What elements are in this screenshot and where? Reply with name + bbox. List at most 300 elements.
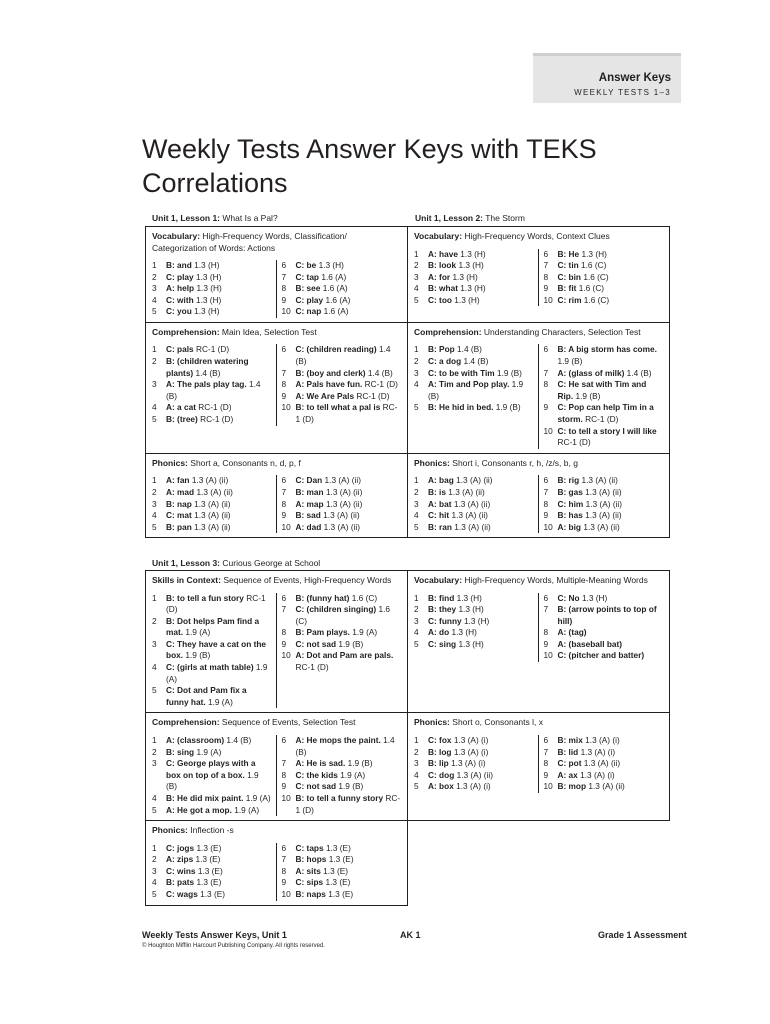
answer-item <box>152 889 272 901</box>
section-l3-skills <box>146 571 407 712</box>
item-number: 10 <box>281 402 291 413</box>
teks-correlation: 1.4 (B) <box>626 367 652 378</box>
teks-correlation: 1.3 (A) (i) <box>580 746 616 757</box>
item-number: 3 <box>152 498 157 509</box>
item-answer <box>166 735 251 747</box>
answer-keys-tab <box>533 53 681 103</box>
item-number: 10 <box>281 792 291 803</box>
item-answer <box>558 627 587 639</box>
answer-text: C: not sad <box>295 781 337 792</box>
item-number: 6 <box>543 592 549 603</box>
item-number: 2 <box>152 271 157 282</box>
item-answer <box>166 866 223 878</box>
teks-correlation: 1.9 (B) <box>347 758 373 769</box>
answer-text: C: to tell a story I will like <box>557 425 657 436</box>
answer-item <box>414 295 534 307</box>
lesson-1-label: Unit 1, Lesson 1: <box>152 213 221 223</box>
answer-text: A: (glass of milk) <box>557 367 625 378</box>
item-number: 4 <box>152 877 157 888</box>
teks-correlation: 1.6 (C) <box>583 271 609 282</box>
teks-correlation: RC-1 (D) <box>295 662 329 673</box>
answer-text: C: with <box>166 294 194 305</box>
item-answer <box>166 475 228 487</box>
item-answer <box>296 843 351 855</box>
item-answer <box>558 522 620 534</box>
teks-correlation: 1.3 (A) (ii) <box>583 758 621 769</box>
item-answer <box>166 522 231 534</box>
answer-item <box>152 639 272 662</box>
answer-item <box>414 770 534 782</box>
answer-text: A: The pals play tag. <box>166 379 247 390</box>
item-answer <box>166 379 272 402</box>
teks-correlation: 1.3 (E) <box>200 888 226 899</box>
answer-text: A: bat <box>428 498 452 509</box>
answer-text: A: Pals have fun. <box>295 379 363 390</box>
item-number: 5 <box>414 781 419 792</box>
answer-text: A: have <box>428 248 458 259</box>
answer-text: C: nap <box>295 306 322 317</box>
section-cell <box>146 571 408 713</box>
answer-item <box>152 877 272 889</box>
item-answer <box>428 344 482 356</box>
teks-correlation: 1.3 (H) <box>463 615 490 626</box>
item-answer <box>428 260 484 272</box>
answer-item <box>282 627 402 639</box>
item-number: 1 <box>414 344 419 355</box>
item-number: 6 <box>281 734 287 745</box>
answer-text: C: fox <box>428 734 452 745</box>
item-answer <box>558 499 623 511</box>
answer-text: A: (tag) <box>557 627 587 638</box>
section-description: Short a, Consonants n, d, p, f <box>190 457 301 468</box>
answer-text: B: sing <box>166 746 195 757</box>
section-heading <box>152 327 401 339</box>
answer-text: B: Dot helps Pam find a mat. <box>166 615 260 638</box>
item-number: 1 <box>414 734 419 745</box>
answer-item <box>544 283 664 295</box>
item-number: 4 <box>152 510 157 521</box>
answer-item <box>152 283 272 295</box>
teks-correlation: 1.3 (A) (ii) <box>585 510 622 521</box>
answer-item <box>544 426 664 449</box>
answer-item <box>414 747 534 759</box>
teks-correlation: 1.9 (A) <box>166 662 268 684</box>
item-number: 7 <box>281 367 287 378</box>
teks-correlation: 1.3 (H) <box>454 294 480 305</box>
item-answer <box>428 604 484 616</box>
answer-text: A: do <box>428 627 450 638</box>
item-answer <box>558 758 621 770</box>
section-cell <box>408 713 670 821</box>
teks-correlation: 1.3 (E) <box>196 842 222 853</box>
teks-correlation: RC-1 (D) <box>295 402 398 425</box>
item-answer <box>296 758 373 770</box>
teks-correlation: 1.3 (A) (ii) <box>583 521 620 532</box>
item-number: 3 <box>152 379 157 390</box>
section-label: Phonics: <box>152 825 188 836</box>
answer-column-right <box>539 475 664 533</box>
answer-text: C: He sat with Tim and Rip. <box>557 379 647 401</box>
answer-item <box>152 306 272 318</box>
answer-column-left <box>152 843 277 901</box>
answer-column-left <box>414 249 539 307</box>
answer-text: B: naps <box>295 888 326 899</box>
section-heading <box>152 231 401 254</box>
section-description: Main Idea, Selection Test <box>221 326 317 337</box>
item-answer <box>428 283 486 295</box>
empty-cell <box>408 821 670 905</box>
item-answer <box>296 522 361 534</box>
answer-item <box>152 747 272 759</box>
item-answer <box>166 260 219 272</box>
section-description: Short o, Consonants l, x <box>452 717 543 728</box>
answer-keys-label: Answer Keys <box>598 72 671 84</box>
item-answer <box>166 272 221 284</box>
answer-text: C: sing <box>428 638 457 649</box>
answer-text: B: lip <box>428 758 449 769</box>
answer-text: B: mix <box>557 734 583 745</box>
teks-correlation: 1.6 (C) <box>581 260 607 271</box>
item-number: 2 <box>152 746 157 757</box>
item-answer <box>428 499 490 511</box>
answer-item <box>414 758 534 770</box>
answer-item <box>414 249 534 261</box>
answer-item <box>414 260 534 272</box>
answer-item <box>544 379 664 402</box>
item-answer <box>296 854 354 866</box>
teks-correlation: 1.3 (H) <box>458 260 484 271</box>
teks-correlation: 1.3 (A) (ii) <box>456 475 493 486</box>
teks-correlation: 1.9 (A) <box>185 627 211 638</box>
item-number: 7 <box>543 746 549 757</box>
answer-column-right <box>539 249 664 307</box>
section-l2-vocab <box>408 227 669 310</box>
answer-text: C: hit <box>428 510 450 521</box>
section-l1-phon <box>146 454 407 537</box>
answer-item <box>414 272 534 284</box>
item-number: 3 <box>152 758 157 769</box>
section-l2-comp <box>408 323 669 453</box>
answer-item <box>544 747 664 759</box>
item-number: 3 <box>414 615 419 626</box>
section-heading <box>414 458 663 470</box>
item-answer <box>558 379 664 402</box>
answer-text: C: you <box>166 306 192 317</box>
item-answer <box>296 510 360 522</box>
item-answer <box>166 854 220 866</box>
item-answer <box>166 283 222 295</box>
item-answer <box>296 260 344 272</box>
item-number: 2 <box>414 604 419 615</box>
item-number: 2 <box>152 356 157 367</box>
item-number: 1 <box>152 344 157 355</box>
teks-correlation: 1.3 (E) <box>325 877 351 888</box>
answer-item <box>152 402 272 414</box>
answer-item <box>282 758 402 770</box>
teks-correlation: 1.3 (A) (ii) <box>454 521 491 532</box>
section-label: Vocabulary: <box>152 231 201 241</box>
answer-item <box>152 805 272 817</box>
item-number: 5 <box>152 521 157 532</box>
teks-correlation: 1.3 (A) (ii) <box>325 486 363 497</box>
answer-columns <box>414 344 663 448</box>
teks-correlation: 1.4 (B) <box>295 734 395 757</box>
teks-correlation: 1.3 (A) (ii) <box>451 510 488 521</box>
teks-correlation: 1.3 (H) <box>451 627 477 638</box>
item-answer <box>166 306 219 318</box>
teks-correlation: 1.3 (H) <box>194 260 220 270</box>
answer-item <box>152 475 272 487</box>
item-answer <box>558 249 607 261</box>
section-heading <box>414 717 663 729</box>
item-answer <box>166 593 272 616</box>
answer-columns <box>152 260 401 318</box>
item-number: 4 <box>414 510 419 521</box>
answer-text: C: to be with Tim <box>428 367 495 378</box>
footer-page-number: AK 1 <box>400 930 421 940</box>
answer-text: A: He is sad. <box>295 758 346 769</box>
answer-item <box>282 306 402 318</box>
section-label: Phonics: <box>414 457 450 468</box>
section-cell <box>408 453 670 537</box>
section-l3-phon-o <box>408 713 669 796</box>
item-number: 6 <box>281 260 287 270</box>
answer-item <box>414 344 534 356</box>
answer-text: C: funny <box>428 615 462 626</box>
answer-text: A: (classroom) <box>166 734 225 745</box>
item-number: 3 <box>414 367 419 378</box>
item-answer <box>166 487 233 499</box>
answer-item <box>414 627 534 639</box>
item-number: 10 <box>543 650 553 661</box>
teks-correlation: 1.9 (B) <box>557 356 583 367</box>
answer-text: C: be <box>295 260 317 270</box>
teks-correlation: 1.6 (C) <box>351 592 378 603</box>
item-answer <box>428 747 488 759</box>
answer-item <box>282 854 402 866</box>
answer-item <box>544 735 664 747</box>
teks-correlation: 1.4 (B) <box>457 344 482 355</box>
answer-column-left <box>152 593 277 709</box>
teks-correlation: 1.6 (A) <box>322 283 348 294</box>
item-number: 2 <box>152 486 157 497</box>
item-answer <box>558 747 616 759</box>
answer-item <box>282 283 402 295</box>
answer-text: A: We Are Pals <box>295 390 355 401</box>
item-answer <box>296 639 364 651</box>
answer-text: A: for <box>428 271 451 282</box>
teks-correlation: 1.3 (H) <box>194 306 220 317</box>
teks-correlation: 1.3 (A) (i) <box>451 758 486 769</box>
teks-correlation: 1.9 (B) <box>428 379 524 401</box>
item-answer <box>296 793 402 816</box>
answer-column-right <box>277 593 402 709</box>
section-heading <box>414 575 663 587</box>
answer-item <box>152 522 272 534</box>
item-number: 7 <box>543 260 549 271</box>
answer-text: B: has <box>557 510 583 521</box>
item-number: 1 <box>152 734 157 745</box>
item-answer <box>428 379 534 402</box>
answer-columns <box>152 593 401 709</box>
item-number: 1 <box>152 475 157 486</box>
item-answer <box>558 593 608 605</box>
item-number: 9 <box>281 510 287 521</box>
item-answer <box>428 356 488 368</box>
answer-text: A: map <box>295 498 324 509</box>
answer-item <box>414 510 534 522</box>
answer-item <box>152 685 272 708</box>
item-number: 7 <box>281 604 287 615</box>
item-number: 6 <box>543 344 549 355</box>
teks-correlation: 1.3 (H) <box>581 248 607 259</box>
answer-item <box>152 414 272 426</box>
answer-column-right <box>277 843 402 901</box>
item-number: 8 <box>281 769 287 780</box>
answer-text: C: him <box>557 498 584 509</box>
answer-item <box>414 781 534 793</box>
answer-item <box>414 499 534 511</box>
answer-text: A: fan <box>166 475 190 486</box>
answer-item <box>282 475 402 487</box>
item-number: 9 <box>281 877 287 888</box>
item-number: 9 <box>281 781 287 792</box>
page-title: Weekly Tests Answer Keys with TEKS Correlations <box>142 134 597 198</box>
answer-text: C: tap <box>295 271 320 282</box>
section-label: Vocabulary: <box>414 231 463 241</box>
answer-text: C: wags <box>166 888 198 899</box>
answer-item <box>544 272 664 284</box>
answer-text: C: the kids <box>295 769 338 780</box>
teks-correlation: 1.3 (A) (ii) <box>585 486 622 497</box>
item-answer <box>166 805 259 817</box>
teks-correlation: 1.3 (H) <box>318 260 344 270</box>
item-answer <box>166 639 272 662</box>
item-number: 4 <box>414 283 419 294</box>
teks-correlation: 1.3 (H) <box>196 283 222 294</box>
answer-column-left <box>414 344 539 448</box>
item-answer <box>428 522 491 534</box>
answer-text: A: dad <box>295 521 322 532</box>
item-answer <box>296 781 364 793</box>
teks-correlation: 1.6 (C) <box>295 604 391 626</box>
teks-correlation: 1.3 (A) (ii) <box>323 510 360 521</box>
answer-column-left <box>152 260 277 318</box>
answer-item <box>152 344 272 356</box>
answer-text: B: pats <box>166 877 195 888</box>
section-cell <box>408 571 670 713</box>
answer-item <box>152 272 272 284</box>
teks-correlation: 1.9 (A) <box>352 627 378 638</box>
lesson-2-label: Unit 1, Lesson 2: <box>415 213 484 223</box>
answer-item <box>544 487 664 499</box>
answer-text: B: Pop <box>428 344 455 355</box>
answer-text: B: find <box>428 592 455 603</box>
answer-text: A: zips <box>166 854 194 865</box>
answer-column-left <box>414 475 539 533</box>
teks-correlation: 1.3 (H) <box>456 592 482 603</box>
teks-correlation: 1.4 (B) <box>226 734 252 745</box>
item-answer <box>558 781 625 793</box>
teks-correlation: 1.9 (B) <box>338 638 364 649</box>
answer-item <box>544 249 664 261</box>
answer-item <box>282 391 402 403</box>
answer-item <box>282 593 402 605</box>
answer-item <box>282 487 402 499</box>
item-answer <box>428 295 480 307</box>
footer-left: Weekly Tests Answer Keys, Unit 1 <box>142 930 287 940</box>
answer-item <box>152 843 272 855</box>
item-number: 5 <box>152 685 157 696</box>
item-answer <box>296 487 363 499</box>
answer-text: B: look <box>428 260 457 271</box>
teks-correlation: 1.3 (A) (i) <box>453 734 489 745</box>
answer-item <box>414 379 534 402</box>
answer-text: B: gas <box>557 486 583 497</box>
item-answer <box>296 889 354 901</box>
answer-item <box>282 639 402 651</box>
answer-text: B: to tell what a pal is <box>295 402 381 413</box>
item-number: 4 <box>152 402 157 413</box>
section-description: High-Frequency Words, Classification/ Categorization of Words: Actions <box>152 231 347 253</box>
answer-column-right <box>539 593 664 663</box>
item-number: 1 <box>152 592 157 603</box>
answer-text: B: to tell a fun story <box>166 592 244 603</box>
lesson-3-table <box>145 570 670 906</box>
answer-text: B: Pam plays. <box>295 627 350 638</box>
answer-item <box>282 781 402 793</box>
answer-item <box>282 510 402 522</box>
item-number: 4 <box>414 379 419 390</box>
answer-item <box>152 356 272 379</box>
answer-column-right <box>277 260 402 318</box>
section-cell <box>146 227 408 323</box>
teks-correlation: 1.9 (A) <box>207 696 233 707</box>
teks-correlation: 1.9 (B) <box>495 402 521 413</box>
item-answer <box>558 475 618 487</box>
item-answer <box>558 639 623 651</box>
answer-item <box>282 604 402 627</box>
answer-text: B: (tree) <box>166 414 198 425</box>
item-answer <box>558 272 609 284</box>
item-number: 2 <box>414 260 419 271</box>
item-answer <box>558 650 645 662</box>
item-answer <box>558 487 622 499</box>
teks-correlation: 1.4 (B) <box>295 344 391 367</box>
section-cell <box>408 227 670 323</box>
teks-correlation: RC-1 (D) <box>198 402 232 413</box>
teks-correlation: RC-1 (D) <box>557 437 591 448</box>
item-answer <box>166 877 221 889</box>
answer-column-left <box>152 475 277 533</box>
item-answer <box>296 379 398 391</box>
item-answer <box>296 604 402 627</box>
answer-text: A: (baseball bat) <box>557 638 623 649</box>
answer-item <box>544 295 664 307</box>
item-number: 5 <box>414 294 419 305</box>
answer-text: C: pals <box>166 344 194 355</box>
teks-correlation: 1.3 (A) (ii) <box>194 498 231 509</box>
teks-correlation: 1.3 (A) (ii) <box>325 498 363 509</box>
answer-text: C: Dot and Pam fix a funny hat. <box>166 685 247 707</box>
item-answer <box>296 368 393 380</box>
answer-item <box>152 793 272 805</box>
answer-text: B: mop <box>557 781 587 792</box>
item-number: 9 <box>543 283 549 294</box>
section-description: Sequence of Events, Selection Test <box>221 717 356 728</box>
item-answer <box>558 426 664 449</box>
answer-text: A: Tim and Pop play. <box>428 379 510 390</box>
